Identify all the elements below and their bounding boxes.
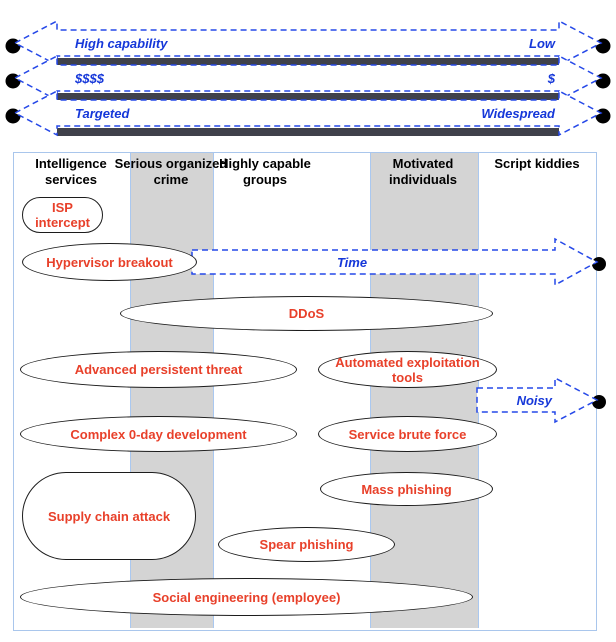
column-header-script-kiddies [452,156,616,172]
threat-bubble-spear-phishing: Spear phishing [218,527,395,562]
noisy-arrow-label: Noisy [516,393,552,408]
axis-label-high-capability: High capability [75,36,168,51]
threat-bubble-service-brute-force: Service brute force [318,416,497,452]
threat-bubble-ddos: DDoS [120,296,493,331]
header-line: groups [242,172,288,187]
threat-bubble-mass-phishing: Mass phishing [320,472,493,506]
axis-label-low: Low [529,36,555,51]
header-line: Script kiddies [494,156,580,171]
header-line: Serious organized [114,156,228,171]
axis-label-targeted: Targeted [75,106,130,121]
header-line: Intelligence [35,156,107,171]
header-line: services [44,172,98,187]
column-band-motivated-individuals [370,153,479,628]
axis-label-widespread: Widespread [481,106,555,121]
axis-label-dollars-high: $$$$ [75,71,104,86]
noisy-arrow-tip-shadow [592,395,606,409]
threat-bubble-isp-intercept: ISP intercept [22,197,103,233]
threat-bubble-advanced-persistent-threat: Advanced persistent threat [20,351,297,388]
time-arrow-label: Time [336,255,368,270]
header-line: Highly capable [219,156,311,171]
column-header-highly-capable-groups [180,156,350,188]
header-line: crime [153,172,189,187]
header-line: Motivated [392,156,454,171]
axis-label-dollar-low: $ [547,71,555,86]
threat-bubble-social-engineering: Social engineering (employee) [20,578,473,616]
header-line: individuals [389,172,457,187]
threat-bubble-supply-chain-attack: Supply chain attack [22,472,196,560]
threat-bubble-complex-0day-development: Complex 0-day development [20,416,297,452]
threat-bubble-automated-exploitation-tools: Automated exploitation tools [318,351,497,388]
threat-bubble-hypervisor-breakout: Hypervisor breakout [22,243,197,281]
targeting-axis-shadow [57,128,559,136]
